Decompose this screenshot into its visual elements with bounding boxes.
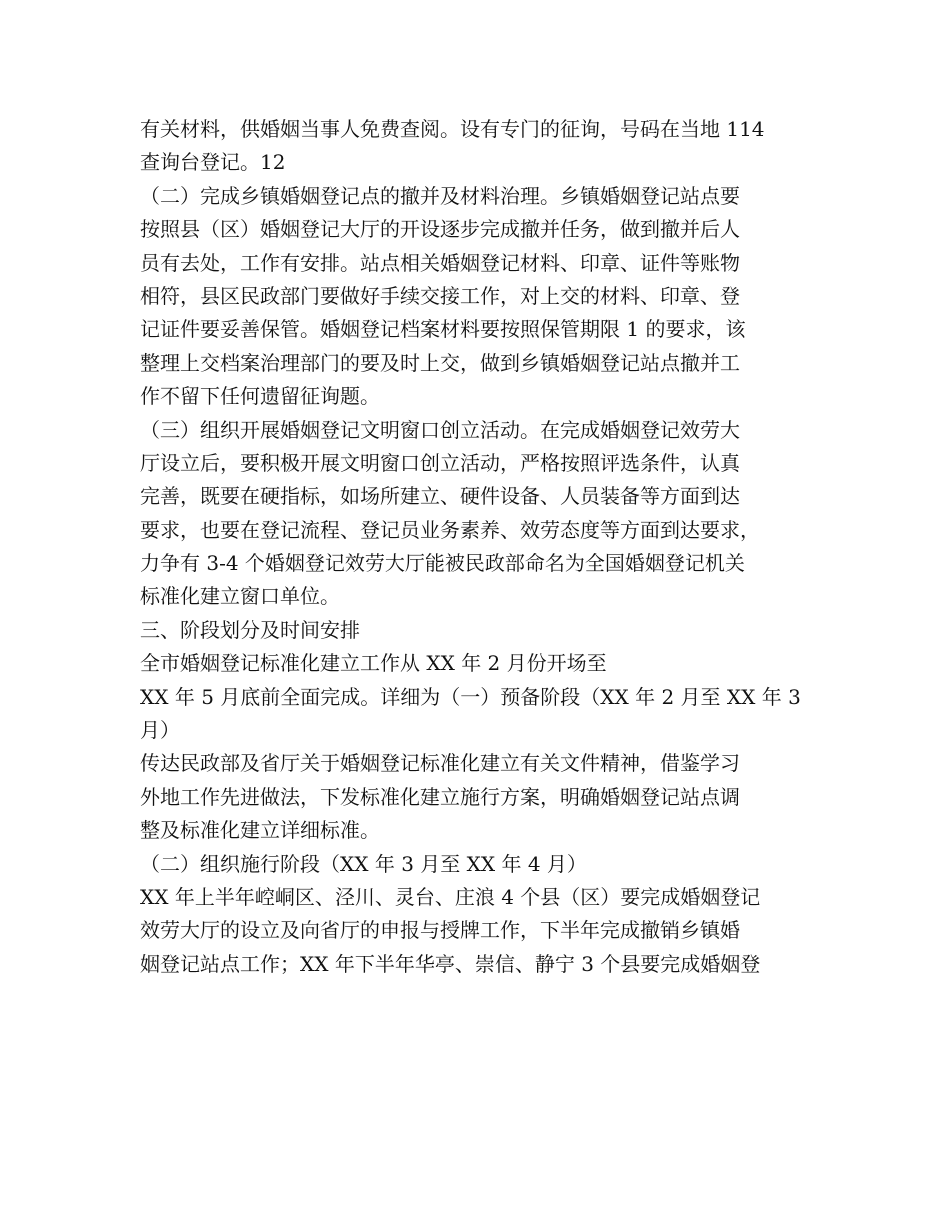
text-line: 完善，既要在硬指标，如场所建立、硬件设备、人员装备等方面到达 — [140, 484, 740, 509]
text-line: XX 年上半年崆峒区、泾川、灵台、庄浪 4 个县（区）要完成婚姻登记 — [140, 884, 761, 909]
text-line: 整及标准化建立详细标准。 — [140, 818, 380, 843]
text-line: 整理上交档案治理部门的要及时上交，做到乡镇婚姻登记站点撤并工 — [140, 350, 740, 375]
text-line: 效劳大厅的设立及向省厅的申报与授牌工作，下半年完成撤销乡镇婚 — [140, 918, 740, 943]
document-body — [140, 113, 820, 981]
text-line: 要求，也要在登记流程、登记员业务素养、效劳态度等方面到达要求， — [140, 517, 760, 542]
text-line: 查询台登记。12 — [140, 150, 286, 175]
text-line: 月） — [140, 718, 180, 743]
text-line: （二）完成乡镇婚姻登记点的撤并及材料治理。乡镇婚姻登记站点要 — [140, 183, 740, 208]
text-line: 厅设立后，要积极开展文明窗口创立活动，严格按照评选条件，认真 — [140, 450, 740, 475]
text-line: XX 年 5 月底前全面完成。详细为（一）预备阶段（XX 年 2 月至 XX 年 3 — [140, 684, 801, 709]
text-line: 全市婚姻登记标准化建立工作从 XX 年 2 月份开场至 — [140, 651, 607, 676]
text-line: 姻登记站点工作；XX 年下半年华亭、崇信、静宁 3 个县要完成婚姻登 — [140, 951, 761, 976]
text-line: （三）组织开展婚姻登记文明窗口创立活动。在完成婚姻登记效劳大 — [140, 417, 740, 442]
text-line: 有关材料，供婚姻当事人免费查阅。设有专门的征询，号码在当地 114 — [140, 117, 765, 141]
text-line: 外地工作先进做法，下发标准化建立施行方案，明确婚姻登记站点调 — [140, 784, 740, 809]
text-line: 记证件要妥善保管。婚姻登记档案材料要按照保管期限 1 的要求，该 — [140, 317, 746, 342]
text-line: 按照县（区）婚姻登记大厅的开设逐步完成撤并任务，做到撤并后人 — [140, 217, 740, 242]
text-line: 相符，县区民政部门要做好手续交接工作，对上交的材料、印章、登 — [140, 283, 740, 308]
text-line: 力争有 3-4 个婚姻登记效劳大厅能被民政部命名为全国婚姻登记机关 — [140, 551, 745, 576]
text-line: 员有去处，工作有安排。站点相关婚姻登记材料、印章、证件等账物 — [140, 250, 740, 275]
text-line: （二）组织施行阶段（XX 年 3 月至 XX 年 4 月） — [140, 851, 587, 876]
section-heading: 三、阶段划分及时间安排 — [140, 617, 360, 642]
text-line: 标准化建立窗口单位。 — [140, 584, 340, 609]
text-line: 传达民政部及省厅关于婚姻登记标准化建立有关文件精神，借鉴学习 — [140, 751, 740, 776]
text-line: 作不留下任何遗留征询题。 — [140, 384, 380, 409]
